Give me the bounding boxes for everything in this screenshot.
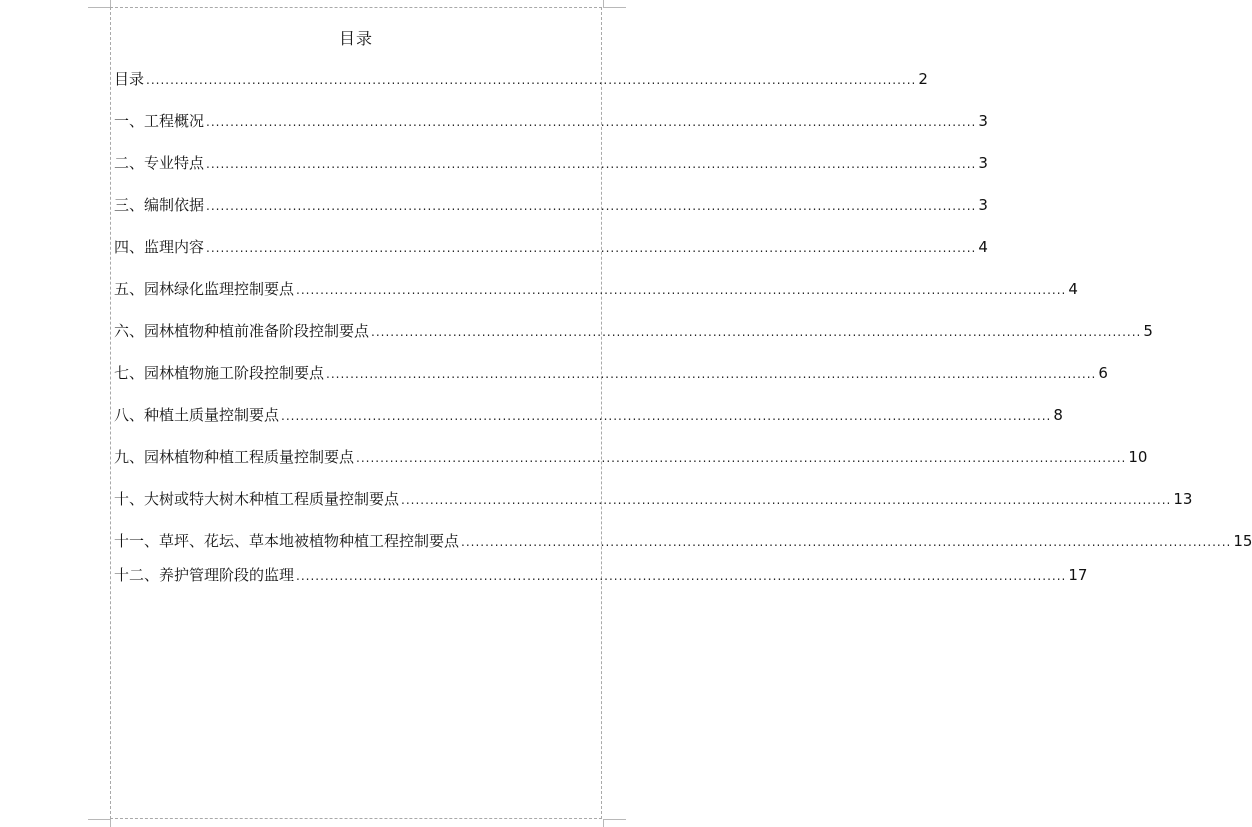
toc-entry-label: 二、专业特点: [114, 154, 205, 172]
toc-dot-leader: ................................................................................................................................................................: [356, 451, 1127, 465]
toc-dot-leader: ................................................................................................................................................................: [461, 535, 1232, 549]
toc-entry-label: 八、种植土质量控制要点: [114, 406, 280, 424]
toc-entry[interactable]: [114, 362, 1108, 384]
toc-entry[interactable]: [114, 278, 1078, 300]
toc-entry[interactable]: [114, 110, 988, 132]
toc-dot-leader: ................................................................................................................................................................: [146, 73, 917, 87]
toc-dot-leader: ................................................................................................................................................................: [401, 493, 1172, 507]
toc-entry[interactable]: [114, 530, 1252, 552]
toc-entry[interactable]: [114, 68, 928, 90]
toc-page-number: 5: [1143, 322, 1153, 340]
toc-dot-leader: ................................................................................................................................................................: [281, 409, 1052, 423]
toc-page-number: 3: [978, 196, 988, 214]
toc-page-number: 4: [1068, 280, 1078, 298]
toc-dot-leader: ................................................................................................................................................................: [326, 367, 1097, 381]
toc-entry-label: 九、园林植物种植工程质量控制要点: [114, 448, 355, 466]
toc-title: 目录: [338, 29, 373, 48]
toc-entry-label: 四、监理内容: [114, 238, 205, 256]
toc-entry[interactable]: [114, 320, 1153, 342]
toc-page-number: 13: [1173, 490, 1193, 508]
toc-entry-label: 十二、养护管理阶段的监理: [114, 566, 295, 584]
crop-mark: [110, 819, 111, 827]
toc-entry-label: 七、园林植物施工阶段控制要点: [114, 364, 325, 382]
toc-entry-label: 十一、草坪、花坛、草本地被植物种植工程控制要点: [114, 532, 460, 550]
toc-entry[interactable]: [114, 564, 1088, 586]
toc-entry[interactable]: [114, 446, 1148, 468]
toc-entry-label: 六、园林植物种植前准备阶段控制要点: [114, 322, 370, 340]
toc-entry[interactable]: [114, 488, 1193, 510]
crop-mark: [603, 0, 604, 8]
toc-page-number: 3: [978, 154, 988, 172]
toc-dot-leader: ................................................................................................................................................................: [206, 157, 977, 171]
toc-entry-label: 三、编制依据: [114, 196, 205, 214]
crop-mark: [88, 7, 110, 8]
toc-page-number: 2: [918, 70, 928, 88]
toc-dot-leader: ................................................................................................................................................................: [206, 241, 977, 255]
crop-mark: [604, 819, 626, 820]
toc-page-number: 6: [1098, 364, 1108, 382]
toc-entry[interactable]: [114, 152, 988, 174]
toc-page-number: 4: [978, 238, 988, 256]
crop-mark: [603, 819, 604, 827]
toc-entry-label: 十、大树或特大树木种植工程质量控制要点: [114, 490, 400, 508]
toc-page-number: 10: [1128, 448, 1148, 466]
toc-entry-label: 五、园林绿化监理控制要点: [114, 280, 295, 298]
toc-dot-leader: ................................................................................................................................................................: [296, 283, 1067, 297]
toc-entry[interactable]: [114, 404, 1063, 426]
toc-dot-leader: ................................................................................................................................................................: [206, 115, 977, 129]
crop-mark: [88, 819, 110, 820]
toc-page-number: 3: [978, 112, 988, 130]
toc-entry-label: 目录: [114, 70, 145, 88]
toc-page-number: 8: [1053, 406, 1063, 424]
toc-entry[interactable]: [114, 194, 988, 216]
toc-page-number: 15: [1233, 532, 1252, 550]
toc-entry-label: 一、工程概况: [114, 112, 205, 130]
toc-entry[interactable]: [114, 236, 988, 258]
toc-dot-leader: ................................................................................................................................................................: [371, 325, 1142, 339]
toc-dot-leader: ................................................................................................................................................................: [296, 569, 1067, 583]
toc-dot-leader: ................................................................................................................................................................: [206, 199, 977, 213]
toc-page-number: 17: [1068, 566, 1088, 584]
crop-mark: [604, 7, 626, 8]
